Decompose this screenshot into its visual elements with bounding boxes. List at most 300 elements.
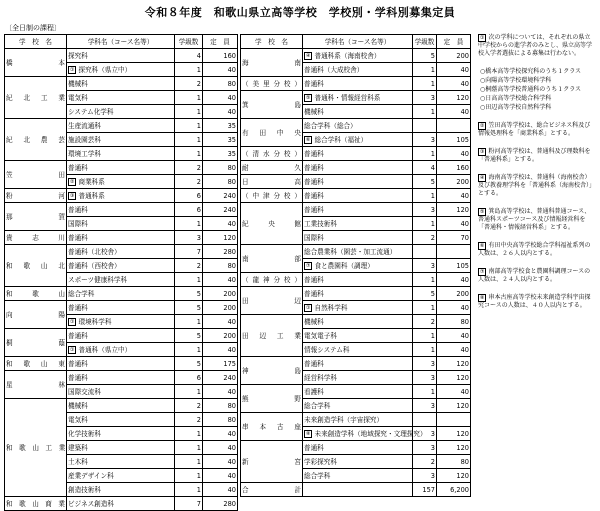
school-name-cell: 有 田 中 央 — [241, 119, 303, 147]
department-name: 国際科 — [304, 233, 324, 242]
quota-cell: 35 — [203, 133, 238, 147]
note-mark: ④ — [480, 175, 485, 181]
department-name: 普通科 — [304, 149, 324, 158]
class-count-cell: 1 — [175, 217, 203, 231]
department-name: 普通科 — [304, 359, 324, 368]
quota-cell: 40 — [203, 63, 238, 77]
table-row — [5, 301, 238, 315]
quota-cell: 200 — [437, 49, 471, 63]
department-cell — [67, 287, 175, 301]
school-name-cell: 貴 志 川 — [5, 231, 67, 245]
quota-cell: 40 — [437, 385, 471, 399]
class-count-cell: 2 — [413, 231, 437, 245]
table-row — [241, 273, 471, 287]
school-name-cell: 星 林 — [5, 371, 67, 399]
table-row — [241, 413, 471, 427]
table-row — [5, 287, 238, 301]
school-name-cell: 和 歌 山 工 業 — [5, 399, 67, 497]
class-count-cell: 3 — [413, 427, 437, 441]
class-count-cell: 5 — [413, 49, 437, 63]
department-cell — [67, 259, 175, 273]
department-name: 国際科 — [68, 219, 88, 228]
department-name: 普通科 — [304, 205, 324, 214]
table-row — [5, 189, 238, 203]
quota-cell: 40 — [203, 273, 238, 287]
department-cell — [303, 427, 427, 441]
header-dept: 学科名（コース名等） — [67, 35, 175, 49]
department-name: 普通科（北校舎） — [68, 247, 121, 256]
note-text: 粉河高等学校は、普通科及び理数科を「普通科系」とする。 — [478, 148, 591, 163]
department-cell — [67, 91, 175, 105]
class-count-cell: 1 — [175, 441, 203, 455]
department-name: 普通科 — [68, 331, 88, 340]
department-cell — [67, 441, 175, 455]
table-row — [241, 91, 471, 105]
school-name-cell: 橋 本 — [5, 49, 67, 77]
school-name-cell: （美里分校） — [241, 77, 303, 91]
class-count-cell: 1 — [175, 385, 203, 399]
department-name: 普通科 — [68, 359, 88, 368]
quota-cell — [437, 245, 471, 259]
quota-cell: 120 — [437, 427, 471, 441]
department-name: 普通科（西校舎） — [68, 261, 121, 270]
department-name: ビジネス創造科 — [68, 499, 114, 508]
note-mark: ① — [70, 318, 75, 325]
quota-cell: 200 — [203, 301, 238, 315]
note-item — [478, 122, 596, 138]
school-name-cell: （龍神分校） — [241, 273, 303, 287]
note-text: 箕島高等学校は、普通科普通コース、普通科スポーツコース及び情報経営科を「普通科・情報経営科系」とする。 — [478, 208, 591, 231]
quota-cell: 80 — [203, 259, 238, 273]
department-name: 総合農業科（園芸・加工流通） — [304, 247, 397, 256]
department-name: 環境工学科 — [68, 149, 101, 158]
note-item — [478, 148, 596, 164]
school-name-cell: 日 高 — [241, 175, 303, 189]
department-cell — [67, 273, 175, 287]
department-cell — [303, 217, 413, 231]
header-classes: 学級数 — [413, 35, 437, 49]
class-count-cell: 1 — [175, 91, 203, 105]
quota-cell: 40 — [437, 77, 471, 91]
department-cell — [303, 371, 413, 385]
class-count-cell: 3 — [413, 371, 437, 385]
class-count-cell: 1 — [175, 63, 203, 77]
header-quota: 定 員 — [437, 35, 471, 49]
department-name: 普通科 — [304, 177, 324, 186]
quota-cell: 40 — [203, 441, 238, 455]
class-count-cell: 5 — [413, 175, 437, 189]
quota-cell: 160 — [203, 49, 238, 63]
table-row — [241, 385, 471, 399]
note-text: 串本古座高等学校未来創造学科宇宙探究コースの人数は、４０人以内とする。 — [478, 294, 591, 309]
department-cell — [303, 259, 413, 273]
quota-cell: 120 — [437, 203, 471, 217]
school-name-cell: （中津分校） — [241, 189, 303, 203]
class-count-cell: 1 — [175, 483, 203, 497]
note-item — [478, 294, 596, 310]
class-count-cell: 6 — [175, 189, 203, 203]
class-count-cell — [413, 119, 437, 133]
department-cell — [67, 175, 175, 189]
class-count-cell: 2 — [175, 175, 203, 189]
department-cell — [67, 189, 175, 203]
department-name: 電気科 — [68, 93, 88, 102]
header-quota: 定 員 — [203, 35, 238, 49]
department-name: 探究科（県立中） — [78, 65, 132, 74]
department-cell — [67, 203, 175, 217]
department-name: 普通科 — [304, 79, 324, 88]
note-text: 南部高等学校食と農園科調理コースの人数は、２４人以内とする。 — [478, 268, 591, 283]
department-cell — [303, 441, 413, 455]
note-mark: ① — [70, 346, 75, 353]
department-cell — [303, 329, 413, 343]
school-name-cell: 桐 蔭 — [5, 329, 67, 357]
quota-cell: 40 — [203, 483, 238, 497]
department-cell — [303, 91, 413, 105]
right-quota-table — [240, 34, 471, 497]
table-row — [241, 77, 471, 91]
class-count-cell: 1 — [413, 273, 437, 287]
note-mark: ⑧ — [306, 430, 311, 437]
quota-cell: 120 — [203, 231, 238, 245]
department-name: システム化学科 — [68, 107, 114, 116]
school-name-cell: 笠 田 — [5, 161, 67, 189]
department-cell — [67, 455, 175, 469]
class-count-cell: 1 — [413, 105, 437, 119]
note-text: ○橋本高等学校探究科のうち１クラス — [480, 68, 582, 75]
department-name: 普通科 — [68, 233, 88, 242]
class-count-cell: 5 — [175, 301, 203, 315]
school-name-cell: 和 歌 山 商 業 — [5, 497, 67, 511]
department-cell — [303, 483, 413, 497]
course-subtitle: 〔全日制の課程〕 — [5, 24, 61, 32]
school-name-cell: 海 南 — [241, 49, 303, 77]
department-cell — [303, 175, 413, 189]
department-cell — [67, 399, 175, 413]
school-name-cell: 耐 久 — [241, 161, 303, 175]
department-cell — [303, 133, 413, 147]
note-item — [480, 77, 596, 85]
quota-cell: 240 — [203, 371, 238, 385]
department-cell — [67, 385, 175, 399]
department-cell — [303, 287, 413, 301]
class-count-cell: 3 — [413, 469, 437, 483]
department-name: 機械科 — [304, 317, 324, 326]
class-count-cell: 5 — [413, 287, 437, 301]
department-name: 普通科 — [68, 163, 88, 172]
class-count-cell: 5 — [175, 329, 203, 343]
department-cell — [303, 399, 413, 413]
table-row — [5, 329, 238, 343]
note-item — [478, 242, 596, 258]
department-cell — [67, 147, 175, 161]
class-count-cell: 3 — [413, 357, 437, 371]
class-count-cell: 1 — [175, 105, 203, 119]
department-name: 施設園芸科 — [68, 135, 101, 144]
quota-cell: 175 — [203, 357, 238, 371]
department-cell — [67, 371, 175, 385]
quota-cell: 80 — [437, 315, 471, 329]
quota-cell: 40 — [437, 63, 471, 77]
class-count-cell: 1 — [413, 147, 437, 161]
class-count-cell: 2 — [175, 259, 203, 273]
note-mark: ① — [70, 66, 75, 73]
department-name: 未来創造学科（地域探究・文理探究） — [314, 429, 427, 438]
department-cell — [303, 357, 413, 371]
class-count-cell: 1 — [175, 343, 203, 357]
quota-cell: 200 — [437, 175, 471, 189]
class-count-cell: 1 — [413, 63, 437, 77]
department-name: 普通科 — [304, 443, 324, 452]
department-name: 普通科・情報経営科系 — [314, 93, 381, 102]
class-count-cell: 1 — [413, 189, 437, 203]
department-name: 環境科学科 — [78, 317, 112, 326]
department-name: 普通科 — [304, 275, 324, 284]
table-row — [241, 441, 471, 455]
school-name-cell: 熊 野 — [241, 385, 303, 413]
class-count-cell: 4 — [413, 161, 437, 175]
class-count-cell: 4 — [175, 49, 203, 63]
note-item — [480, 68, 596, 76]
department-name: 看護科 — [304, 387, 324, 396]
department-cell — [67, 483, 175, 497]
table-row — [241, 315, 471, 329]
quota-cell: 40 — [203, 427, 238, 441]
school-name-cell: 田 辺 工 業 — [241, 315, 303, 357]
table-row — [5, 161, 238, 175]
department-name: 創造技術科 — [68, 485, 101, 494]
department-cell — [303, 119, 413, 133]
school-name-cell: 串 本 古 座 — [241, 413, 303, 441]
note-item — [478, 268, 596, 284]
department-name: 総合学科 — [68, 289, 95, 298]
note-item — [478, 34, 596, 58]
class-count-cell: 1 — [413, 77, 437, 91]
note-mark: ③ — [480, 149, 485, 155]
class-count-cell: 1 — [413, 343, 437, 357]
department-name: 探究科 — [68, 51, 88, 60]
quota-cell: 105 — [437, 133, 471, 147]
school-name-cell: 新 宮 — [241, 441, 303, 483]
table-row — [5, 231, 238, 245]
note-text: 次の学科については、それぞれの県立中学校からの進学者のみとし、県立高等学校入学者選抜による募集は行わない。 — [478, 34, 593, 57]
class-count-cell: 3 — [413, 259, 437, 273]
quota-cell: 105 — [437, 259, 471, 273]
quota-cell: 280 — [203, 245, 238, 259]
class-count-cell: 157 — [413, 483, 437, 497]
quota-cell: 160 — [437, 161, 471, 175]
school-name-cell: 合 計 — [241, 483, 303, 497]
quota-cell: 120 — [437, 469, 471, 483]
table-row — [241, 287, 471, 301]
note-item — [478, 174, 596, 198]
department-cell — [67, 427, 175, 441]
quota-cell: 40 — [203, 385, 238, 399]
quota-cell: 70 — [437, 231, 471, 245]
class-count-cell: 1 — [413, 217, 437, 231]
table-row — [5, 77, 238, 91]
department-name: 経営科学科 — [304, 373, 337, 382]
quota-cell: 35 — [203, 147, 238, 161]
note-mark: ③ — [70, 192, 75, 199]
quota-cell: 240 — [203, 189, 238, 203]
department-cell — [67, 161, 175, 175]
department-cell — [303, 161, 413, 175]
quota-cell: 80 — [203, 77, 238, 91]
department-name: 商業科系 — [78, 177, 105, 186]
department-cell — [303, 315, 413, 329]
department-name: 工業技術科 — [304, 219, 337, 228]
header-school: 学 校 名 — [5, 35, 67, 49]
note-text: 笠田高等学校は、総合ビジネス科及び情報処理科を「商業科系」とする。 — [478, 122, 591, 137]
note-item — [480, 104, 596, 112]
note-mark: ⑥ — [480, 243, 485, 249]
department-cell — [303, 63, 413, 77]
quota-cell: 40 — [203, 91, 238, 105]
department-cell — [67, 77, 175, 91]
table-row — [5, 497, 238, 511]
department-name: 普通科（県立中） — [78, 345, 132, 354]
note-item — [480, 95, 596, 103]
note-mark: ② — [70, 178, 75, 185]
quota-cell — [437, 119, 471, 133]
note-mark: ② — [480, 123, 485, 129]
note-mark: ④ — [306, 52, 311, 59]
department-name: 普通科 — [68, 205, 88, 214]
quota-cell: 120 — [437, 357, 471, 371]
quota-cell: 40 — [437, 147, 471, 161]
quota-cell: 40 — [203, 469, 238, 483]
department-cell — [303, 189, 413, 203]
department-cell — [67, 105, 175, 119]
department-cell — [303, 413, 413, 427]
note-mark: ⑥ — [306, 136, 311, 143]
class-count-cell — [413, 245, 437, 259]
table-row — [5, 245, 238, 259]
school-name-cell: （清水分校） — [241, 147, 303, 161]
table-row — [241, 189, 471, 203]
department-cell — [303, 455, 413, 469]
table-row — [241, 175, 471, 189]
department-cell — [67, 49, 175, 63]
quota-cell: 40 — [203, 455, 238, 469]
department-name: 普通科 — [304, 289, 324, 298]
department-name: 学彩探究科 — [304, 457, 337, 466]
class-count-cell: 1 — [175, 147, 203, 161]
quota-cell: 80 — [203, 413, 238, 427]
class-count-cell: 1 — [175, 273, 203, 287]
table-row — [5, 49, 238, 63]
class-count-cell: 5 — [175, 357, 203, 371]
class-count-cell: 7 — [175, 497, 203, 511]
class-count-cell: 2 — [175, 77, 203, 91]
school-name-cell: 南 部 — [241, 245, 303, 273]
class-count-cell: 3 — [413, 441, 437, 455]
table-row — [241, 357, 471, 371]
quota-cell: 40 — [437, 105, 471, 119]
class-count-cell: 1 — [413, 301, 437, 315]
department-cell — [303, 469, 413, 483]
left-header-row — [5, 35, 238, 49]
class-count-cell: 1 — [175, 427, 203, 441]
department-name: 電気科 — [68, 415, 88, 424]
department-name: 総合学科 — [304, 471, 331, 480]
quota-cell: 120 — [437, 371, 471, 385]
note-text: ○桐蔭高等学校普通科のうち１クラス — [480, 86, 582, 93]
quota-cell: 80 — [203, 175, 238, 189]
department-cell — [303, 231, 413, 245]
department-name: 機械科 — [68, 401, 88, 410]
quota-cell: 40 — [203, 217, 238, 231]
department-name: 普通科系 — [78, 191, 105, 200]
table-row — [5, 357, 238, 371]
department-cell — [67, 63, 175, 77]
table-row — [241, 49, 471, 63]
department-name: 機械科 — [68, 79, 88, 88]
department-name: 普通科 — [68, 373, 88, 382]
department-name: 機械科 — [304, 107, 324, 116]
quota-cell: 40 — [437, 343, 471, 357]
department-cell — [303, 245, 413, 259]
department-name: 建築科 — [68, 443, 88, 452]
department-name: 普通科（大成校舎） — [304, 65, 364, 74]
department-cell — [303, 203, 413, 217]
quota-cell: 40 — [203, 105, 238, 119]
note-mark: ⑧ — [480, 295, 485, 301]
department-cell — [67, 217, 175, 231]
department-name: 普通科 — [304, 191, 324, 200]
quota-cell: 40 — [437, 189, 471, 203]
department-cell — [303, 343, 413, 357]
department-cell — [67, 133, 175, 147]
school-name-cell: 田 辺 — [241, 287, 303, 315]
note-text: ○日高高等学校総合科学科 — [480, 95, 552, 102]
class-count-cell: 6 — [175, 203, 203, 217]
quota-cell: 200 — [203, 329, 238, 343]
note-mark: ① — [480, 35, 485, 41]
note-text: 海南高等学校は、普通科（海南校舎）及び教養理学科を「普通科系（海南校舎）」とする。 — [478, 174, 596, 197]
quota-cell: 6,200 — [437, 483, 471, 497]
department-cell — [67, 119, 175, 133]
left-quota-table — [4, 34, 238, 511]
class-count-cell: 1 — [413, 385, 437, 399]
table-row — [241, 161, 471, 175]
department-cell — [303, 77, 413, 91]
table-row — [5, 371, 238, 385]
table-row — [241, 203, 471, 217]
department-name: 未来創造学科（宇宙探究） — [304, 415, 384, 424]
quota-cell: 80 — [203, 161, 238, 175]
note-mark: ⑤ — [480, 209, 485, 215]
note-text: ○田辺高等学校自然科学科 — [480, 104, 552, 111]
note-mark: ⑦ — [306, 262, 311, 269]
class-count-cell: 3 — [413, 133, 437, 147]
department-name: 普通科 — [304, 163, 324, 172]
note-mark: ⑤ — [306, 94, 311, 101]
class-count-cell: 7 — [175, 245, 203, 259]
department-cell — [67, 343, 175, 357]
class-count-cell: 1 — [175, 315, 203, 329]
department-name: 総合学科（総合） — [304, 121, 357, 130]
department-cell — [67, 329, 175, 343]
department-cell — [67, 315, 175, 329]
quota-cell: 80 — [203, 399, 238, 413]
right-header-row — [241, 35, 471, 49]
department-cell — [303, 49, 413, 63]
department-name: 化学技術科 — [68, 429, 101, 438]
quota-cell: 120 — [437, 91, 471, 105]
table-row — [241, 483, 471, 497]
